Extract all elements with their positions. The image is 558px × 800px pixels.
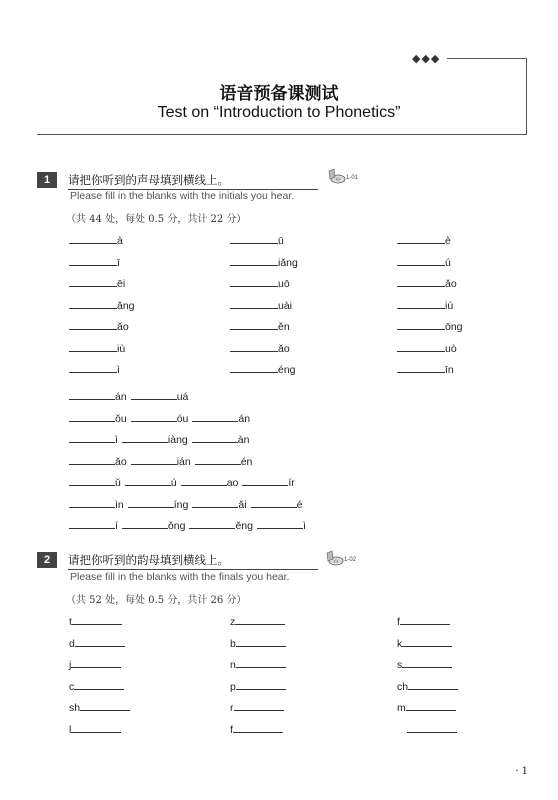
page-title-cn: 语音预备课测试 [219,84,339,104]
initial-text: c [69,680,75,693]
header-ornament: ◆◆◆ [412,52,441,65]
fill-blank-item [407,723,457,737]
initial-text: j [69,659,72,671]
fill-blank-item [230,277,290,291]
initial-text: s [397,659,403,671]
header-rule-bottom [37,134,527,135]
audio-track-label: 1-02 [344,557,357,563]
answer-blank[interactable] [189,519,235,529]
fill-blank-item [69,658,121,672]
answer-blank[interactable] [125,476,171,486]
syllable-text: ēi [117,278,126,290]
section-instruction-en: Please fill in the blanks with the finals you hear. [70,571,290,583]
answer-blank[interactable] [233,723,283,733]
answer-blank[interactable] [408,680,458,690]
initial-text: m [397,702,406,714]
answer-blank[interactable] [71,723,121,733]
syllable-text: à [117,235,123,247]
answer-blank[interactable] [397,299,445,309]
answer-blank[interactable] [407,723,457,733]
initial-text: l [69,723,72,736]
syllable-text: è [445,235,451,247]
fill-blank-item [230,723,283,737]
answer-blank[interactable] [397,256,445,266]
fill-blank-item [397,680,458,694]
answer-blank[interactable] [69,412,115,422]
syllable-text: ōng [445,321,463,333]
initial-text: r [230,702,234,714]
fill-blank-item [397,637,452,651]
syllable-text: ír [288,477,295,489]
syllable-text: ìn [115,498,124,511]
syllable-text: éng [278,364,296,376]
fill-blank-item [69,277,125,291]
fill-blank-row [69,476,295,490]
section-title-cn: 请把你听到的韵母填到横线上。 [68,552,318,570]
answer-blank[interactable] [251,498,297,508]
answer-blank[interactable] [402,637,452,647]
fill-blank-item [397,363,454,377]
syllable-text: ǒng [167,520,186,532]
answer-blank[interactable] [230,234,278,244]
answer-blank[interactable] [69,299,117,309]
initial-text: n [230,659,236,671]
answer-blank[interactable] [131,412,177,422]
initial-text: b [230,637,236,650]
answer-blank[interactable] [192,433,238,443]
fill-blank-item [230,680,286,694]
header-rule-top [447,58,527,59]
section-number: 1 [37,172,57,188]
syllable-text: ú [170,477,177,489]
answer-blank[interactable] [69,433,115,443]
answer-blank[interactable] [74,680,124,690]
fill-blank-item [397,299,453,313]
fill-blank-row [69,412,250,426]
syllable-text: ǎo [117,321,129,333]
answer-blank[interactable] [69,277,117,287]
answer-blank[interactable] [69,519,115,529]
fill-blank-item [397,658,452,672]
answer-blank[interactable] [71,658,121,668]
audio-track[interactable] [326,168,362,186]
syllable-text: ěng [235,520,253,532]
audio-track[interactable] [324,550,360,568]
answer-blank[interactable] [131,390,177,400]
syllable-text: ī [117,256,120,269]
syllable-text: ián [176,455,191,468]
answer-blank[interactable] [234,701,284,711]
fill-blank-item [69,615,122,629]
answer-blank[interactable] [69,363,117,373]
section-scoring-note: （共 44 处，每处 0.5 分，共计 22 分） [66,214,247,225]
syllable-text: é [296,498,303,511]
answer-blank[interactable] [69,342,117,352]
fill-blank-item [69,723,121,737]
initial-text: t [69,616,72,628]
answer-blank[interactable] [72,615,122,625]
answer-blank[interactable] [230,299,278,309]
answer-blank[interactable] [230,363,278,373]
answer-blank[interactable] [397,342,445,352]
answer-blank[interactable] [400,615,450,625]
syllable-text: ěn [278,321,290,333]
syllable-text: ǎo [278,342,290,355]
answer-blank[interactable] [69,390,115,400]
syllable-text: uài [278,299,293,312]
fill-blank-item [230,299,292,313]
initial-text: f [230,723,233,736]
initial-text: f [397,616,400,628]
syllable-text: én [240,455,253,468]
answer-blank[interactable] [230,342,278,352]
syllable-text: iù [117,342,126,355]
answer-blank[interactable] [192,412,238,422]
answer-blank[interactable] [195,455,241,465]
answer-blank[interactable] [122,519,168,529]
fill-blank-row [69,455,252,469]
fill-blank-item [69,320,129,334]
fill-blank-item [69,680,124,694]
fill-blank-item [230,637,286,651]
answer-blank[interactable] [236,637,286,647]
syllable-text: iú [445,299,454,312]
syllable-text: ú [445,256,451,269]
answer-blank[interactable] [69,256,117,266]
answer-blank[interactable] [69,476,115,486]
syllable-text: óu [176,412,189,425]
syllable-text: uò [445,342,457,355]
answer-blank[interactable] [69,455,115,465]
audio-disc-icon [324,550,344,566]
syllable-text: ì [115,434,118,446]
fill-blank-row [69,390,188,404]
answer-blank[interactable] [402,658,452,668]
syllable-text: án [238,412,251,425]
answer-blank[interactable] [397,320,445,330]
answer-blank[interactable] [131,455,177,465]
initial-text: z [230,616,236,628]
initial-text: k [397,637,403,650]
fill-blank-item [397,277,457,291]
syllable-text: án [115,391,127,403]
syllable-text: ǒu [115,412,127,425]
answer-blank[interactable] [192,498,238,508]
answer-blank[interactable] [69,320,117,330]
fill-blank-item [230,701,284,715]
answer-blank[interactable] [242,476,288,486]
fill-blank-item [230,615,285,629]
section-title-cn: 请把你听到的声母填到横线上。 [68,172,318,190]
answer-blank[interactable] [80,701,130,711]
fill-blank-item [69,363,120,377]
initial-text: ch [397,680,409,693]
answer-blank[interactable] [230,256,278,266]
fill-blank-item [69,637,125,651]
syllable-text: ū [278,235,284,247]
fill-blank-item [230,658,286,672]
audio-track-label: 1-01 [346,175,359,181]
answer-blank[interactable] [69,234,117,244]
fill-blank-item [397,615,450,629]
answer-blank[interactable] [122,433,168,443]
fill-blank-item [69,701,130,715]
answer-blank[interactable] [397,277,445,287]
syllable-text: àn [237,434,250,446]
answer-blank[interactable] [230,277,278,287]
answer-blank[interactable] [69,498,115,508]
syllable-text: ǎo [115,455,127,468]
audio-disc-icon [326,168,346,184]
page-number: · 1 [515,766,528,777]
fill-blank-item [69,299,135,313]
answer-blank[interactable] [235,615,285,625]
answer-blank[interactable] [230,320,278,330]
answer-blank[interactable] [257,519,303,529]
fill-blank-item [69,256,120,270]
fill-blank-row [69,433,249,447]
syllable-text: í [115,520,118,532]
fill-blank-item [230,256,298,270]
answer-blank[interactable] [236,680,286,690]
syllable-text: ao [226,477,239,489]
initial-text: sh [69,702,81,714]
section-instruction-en: Please fill in the blanks with the initials you hear. [70,190,295,202]
fill-blank-row [69,519,306,533]
initial-text: d [69,637,75,650]
answer-blank[interactable] [397,363,445,373]
fill-blank-item [397,234,451,248]
syllable-text: ǎo [445,278,457,290]
syllable-text: uō [278,278,290,290]
fill-blank-item [397,342,457,356]
initial-text: p [230,680,236,693]
answer-blank[interactable] [181,476,227,486]
fill-blank-item [397,320,463,334]
fill-blank-item [230,342,290,356]
fill-blank-item [69,234,123,248]
syllable-text: ǎi [238,498,247,511]
fill-blank-row [69,498,302,512]
fill-blank-item [230,320,290,334]
syllable-text: ì [117,364,120,376]
syllable-text: íng [173,498,189,511]
page-title-en: Test on “Introduction to Phonetics” [157,104,401,121]
syllable-text: iàng [167,434,188,446]
answer-blank[interactable] [236,658,286,668]
answer-blank[interactable] [397,234,445,244]
fill-blank-item [230,234,284,248]
syllable-text: iǎng [278,256,298,269]
syllable-text: uá [176,391,189,403]
syllable-text: ì [302,520,306,532]
syllable-text: ǎng [117,299,135,312]
section-scoring-note: （共 52 处，每处 0.5 分，共计 26 分） [66,595,247,606]
fill-blank-item [230,363,296,377]
fill-blank-item [397,256,451,270]
answer-blank[interactable] [75,637,125,647]
syllable-text: ǔ [115,477,121,489]
answer-blank[interactable] [128,498,174,508]
fill-blank-item [397,701,456,715]
syllable-text: īn [445,364,454,376]
answer-blank[interactable] [406,701,456,711]
fill-blank-item [69,342,125,356]
section-number: 2 [37,552,57,568]
